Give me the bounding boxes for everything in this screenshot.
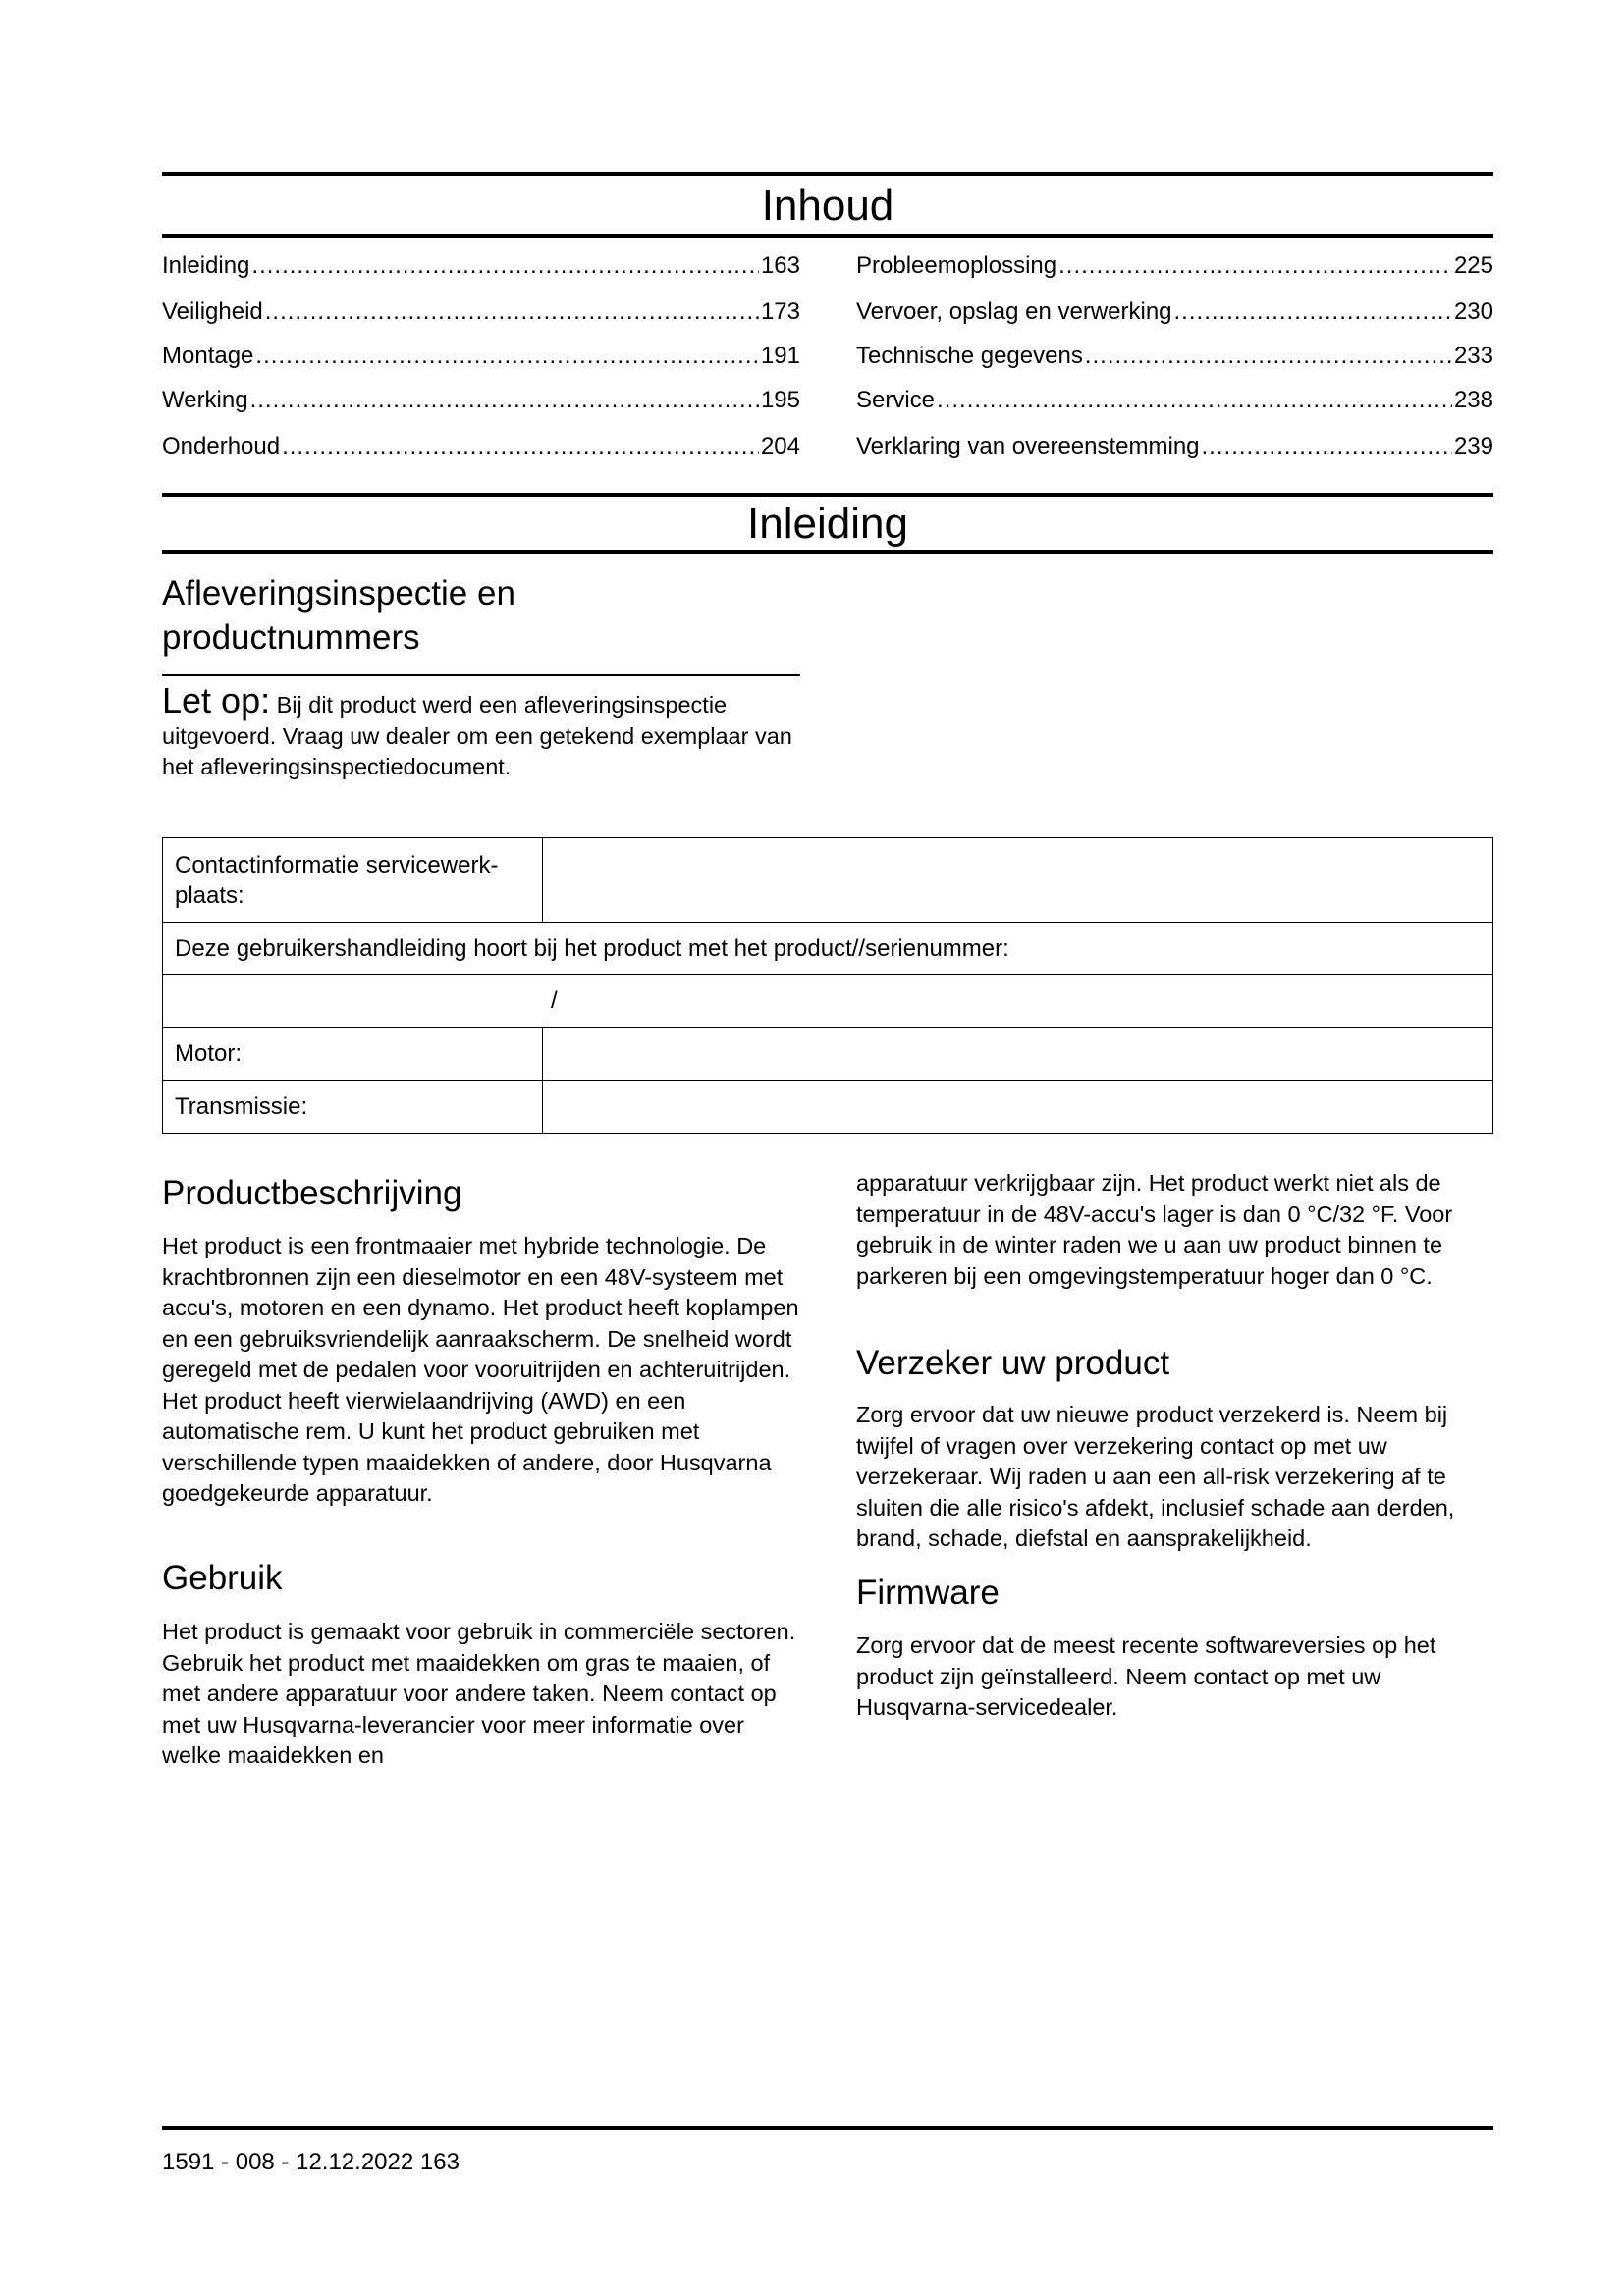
delivery-heading: Afleveringsinspectie en productnummers	[162, 574, 515, 657]
product-description-text: Het product is een frontmaaier met hybride technologie. De krachtbronnen zijn een dieselmotor en een 48V-systeem met accu's, motoren en een dynamo. Het product heeft koplampen en een gebruiksvriendelijk aanraakscherm. De snelheid wordt geregeld met de pedalen voor vooruitrijden en achteruitrijden. Het product heeft vierwielaandrijving (AWD) en een automatische rem. U kunt het product gebruiken met verschillende typen maaidekken of andere, door Husqvarna goedgekeurde apparatuur.	[162, 1233, 799, 1506]
toc-bottom-rule	[162, 234, 1493, 238]
toc-entry-page: 238	[1453, 387, 1493, 413]
contact-value[interactable]	[543, 838, 1493, 923]
usage-heading: Gebruik	[162, 1559, 283, 1597]
manual-text: Deze gebruikershandleiding hoort bij het product met het product//serienummer:	[163, 923, 1493, 975]
toc-entry-label: Verklaring van overeenstemming	[856, 433, 1200, 459]
table-row	[163, 975, 1493, 1028]
transmission-value[interactable]	[543, 1081, 1493, 1134]
toc-entry[interactable]	[856, 386, 1493, 415]
section-title: Inleiding	[747, 500, 908, 548]
firmware-text: Zorg ervoor dat de meest recente softwareversies op het product zijn geïnstalleerd. Neem contact op met uw Husqvarna-servicedealer.	[856, 1632, 1436, 1720]
usage-text-continued: apparatuur verkrijgbaar zijn. Het product werkt niet als de temperatuur in de 48V-accu's lager is dan 0 °C/32 °F. Voor gebruik in de winter raden we u aan uw product binnen te parkeren bij een omgevingstemperatuur hoger dan 0 °C.	[856, 1170, 1453, 1289]
toc-entry[interactable]	[856, 251, 1493, 281]
toc-entry[interactable]	[856, 432, 1493, 461]
contact-label: Contactinformatie servicewerk-plaats:	[163, 838, 543, 923]
section-bottom-rule	[162, 550, 1493, 554]
toc-entry-label: Montage	[162, 343, 254, 369]
serial-cell[interactable]	[163, 975, 1493, 1028]
toc-entry-label: Inleiding	[162, 252, 250, 279]
toc-entry-page: 225	[1453, 252, 1493, 279]
toc-entry-label: Probleemoplossing	[856, 252, 1057, 279]
toc-entry-page: 230	[1453, 298, 1493, 325]
footer	[162, 2148, 460, 2177]
toc-top-rule	[162, 172, 1493, 176]
toc-entry[interactable]	[856, 297, 1493, 327]
toc-entry-page: 191	[760, 343, 800, 369]
toc-entry-label: Onderhoud	[162, 433, 281, 459]
table-row	[163, 838, 1493, 923]
transmission-label: Transmissie:	[163, 1081, 543, 1134]
insure-heading: Verzeker uw product	[856, 1344, 1170, 1382]
toc-entry-label: Vervoer, opslag en verwerking	[856, 298, 1172, 325]
toc-entry-page: 173	[760, 298, 800, 325]
table-row	[163, 1028, 1493, 1081]
toc-entry-page: 163	[760, 252, 800, 279]
toc-title: Inhoud	[761, 182, 894, 230]
toc-entry[interactable]	[162, 251, 800, 281]
footer-doc-id: 1591 - 008 - 12.12.2022	[162, 2149, 414, 2175]
toc-entry[interactable]	[162, 297, 800, 327]
product-info-table	[162, 837, 1493, 1134]
toc-entry-page: 204	[760, 433, 800, 459]
product-description-heading: Productbeschrijving	[162, 1174, 462, 1212]
footer-page-number: 163	[419, 2149, 460, 2175]
firmware-heading: Firmware	[856, 1574, 1000, 1612]
toc-entry[interactable]	[162, 342, 800, 371]
toc-entry-label: Werking	[162, 387, 248, 413]
section-top-rule	[162, 493, 1493, 497]
toc-entry[interactable]	[162, 432, 800, 461]
footer-rule	[162, 2126, 1493, 2130]
delivery-note	[162, 680, 800, 783]
toc-entry[interactable]	[162, 386, 800, 415]
toc-entry[interactable]	[856, 342, 1493, 371]
motor-label: Motor:	[163, 1028, 543, 1081]
table-row	[163, 923, 1493, 975]
toc-entry-page: 195	[760, 387, 800, 413]
insure-text: Zorg ervoor dat uw nieuwe product verzekerd is. Neem bij twijfel of vragen over verzekering contact op met uw verzekeraar. Wij raden u aan een all-risk verzekering af te sluiten die alle risico's afdekt, inclusief schade aan derden, brand, schade, diefstal en aansprakelijkheid.	[856, 1402, 1455, 1551]
toc-entry-page: 239	[1453, 433, 1493, 459]
toc-entry-page: 233	[1453, 343, 1493, 369]
note-text: Bij dit product werd een afleveringsinspectie uitgevoerd. Vraag uw dealer om een getekend exemplaar van het afleveringsinspectiedocument.	[162, 692, 792, 779]
usage-text: Het product is gemaakt voor gebruik in commerciële sectoren. Gebruik het product met maaidekken om gras te maaien, of met andere apparatuur voor andere taken. Neem contact op met uw Husqvarna-leverancier voor meer informatie over welke maaidekken en	[162, 1619, 796, 1768]
note-label: Let op:	[162, 680, 271, 721]
serial-separator: /	[551, 988, 558, 1014]
table-row	[163, 1081, 1493, 1134]
toc-entry-label: Technische gegevens	[856, 343, 1083, 369]
toc-entry-label: Service	[856, 387, 936, 413]
delivery-divider	[162, 674, 800, 676]
toc-entry-label: Veiligheid	[162, 298, 263, 325]
motor-value[interactable]	[543, 1028, 1493, 1081]
